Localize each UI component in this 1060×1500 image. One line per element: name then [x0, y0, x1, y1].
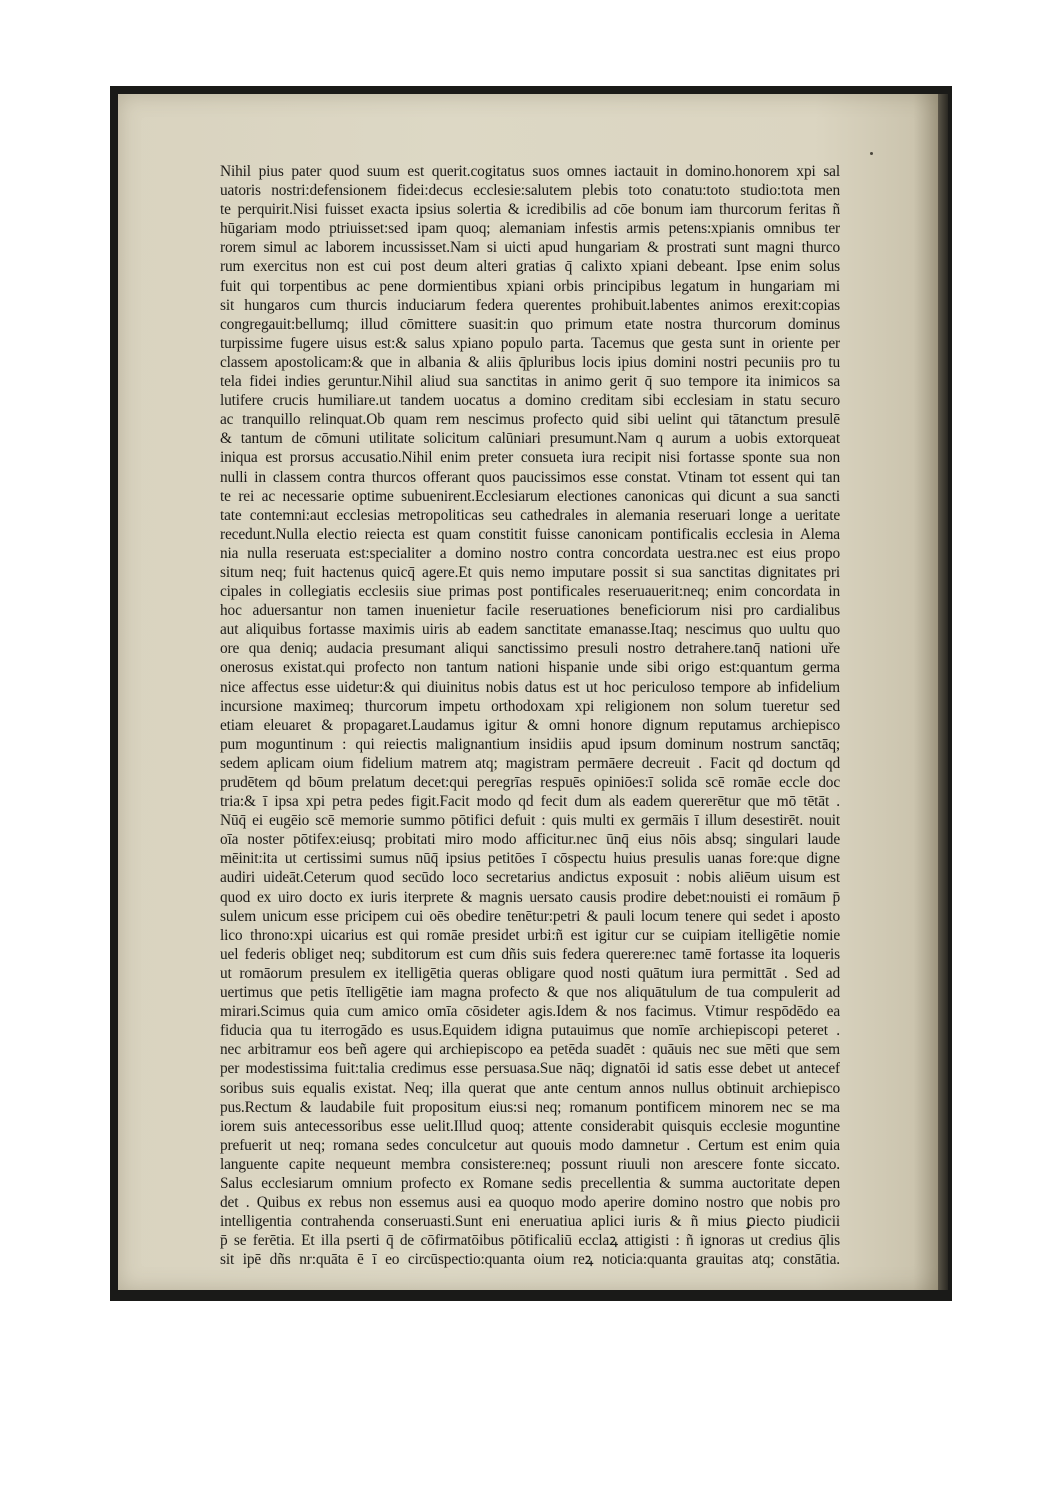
text-line: classem apostolicam:& que in albania & aliis q̄pluribus locis ipius domini nostri pecuniis pro tu [220, 353, 840, 371]
text-line: soribus suis equalis existat. Neq; illa querat que ante centum annos nullus obtinuit archiepisco [220, 1079, 840, 1097]
text-line: hūgariam modo ptriuisset:sed ipam quoq; alemaniam infestis armis petens:xpianis omnibus ter [220, 220, 840, 238]
text-line: rorem simul ac laborem incussisset.Nam si uicti apud hungariam & prostrati sunt magni thurco [220, 239, 840, 257]
text-line: nulli in classem contra thurcos offerant quos paucissimos esse constat. Vtinam tot essent qui tan [220, 468, 840, 486]
text-line: audiri uideāt.Ceterum quod secūdo loco secretarius andictus exposuit : nobis aliēum uisum est [220, 869, 840, 887]
text-line: prudētem qd bōum prelatum decet:qui peregrīas respuēs opiniōes:ī solida scē romāe eccle doc [220, 774, 840, 791]
text-line: uel federis obliget neq; subditorum est cum dñis suis federa querere:nec tamē fortasse ita loqueris [220, 945, 840, 963]
text-line: sit ipē dñs nr:quāta ē ī eo circūspectio:quanta oium reꝝ noticia:quanta grauitas atq; constātia. [220, 1251, 840, 1269]
text-line: nec arbitramur eos beñ agere qui archiepiscopo ea petēda suadēt : quāuis nec sue mēti que sem [220, 1041, 840, 1059]
text-line: oīa noster pōtifex:eiusq; probitati miro modo afficitur.nec ūnq̄ eius nōis absq; singulari laude [220, 831, 840, 849]
text-line: p̄ se ferētia. Et illa pserti q̄ de cōfirmatōibus pōtificaliū ecclaꝝ attigisti : ñ ignoras ut credius q̄lis [220, 1232, 840, 1250]
text-line: rum exercitus non est cui post deum alteri gratias q̄ calixto xpiani debeant. Ipse enim solus [220, 258, 840, 276]
text-line: lico throno:xpi uicarius est qui romāe presidet urbi:ñ est igitur cur se cuipiam itelligētie nomie [220, 926, 840, 944]
text-line: ac tranquillo relinquat.Ob quam rem nescimus profecto quid sibi uelint qui tātanctum presulē [220, 411, 840, 429]
book-page [118, 94, 938, 1290]
text-line: hoc aduersantur non tamen inuenietur facile reseruationes beneficiorum nisi pro cardialibus [220, 602, 840, 620]
text-line: Salus ecclesiarum omnium profecto ex Romane sedis precellentia & summa auctoritate depen [220, 1174, 840, 1192]
incunable-text-block [220, 162, 840, 1269]
text-line: quod ex uiro docto ex iuris iterprete & magnis uersato causis prodire debet:nouisti ei romāum p̄ [220, 888, 840, 906]
text-line: fuit qui torpentibus ac pene dormientibus xpiani orbis principibus legatum in hungariam mi [220, 277, 840, 295]
ink-dot [870, 152, 873, 155]
text-line: sit hungaros cum thurcis induciarum federa querentes prohibuit.labentes animos erexit:copias [220, 296, 840, 314]
scan-frame [110, 86, 952, 1301]
text-line: prefuerit ut neq; romana sedes conculcetur aut quouis modo damnetur . Certum est enim quia [220, 1136, 840, 1154]
text-line: languente capite nequeunt membra consistere:neq; possunt riuuli non arescere fonte siccato. [220, 1155, 840, 1173]
text-line: & tantum de cōmuni utilitate solicitum calūniari presumunt.Nam q aurum a uobis extorqueat [220, 430, 840, 448]
text-line: pum moguntinum : qui reiectis malignantium insidiis apud ipsum dominum nostrum sanctāq; [220, 735, 840, 753]
text-line: ut romāorum presulem ex itelligētia queras obligare quod nosti quātum iura permittāt . Sed ad [220, 964, 840, 982]
text-line: recedunt.Nulla electio reiecta est quam constitit fuisse canonicam pontificalis ecclesia in Alema [220, 525, 840, 543]
text-line: iniqua est prorsus accusatio.Nihil enim preter consueta iura recipit nisi fortasse sponte sua non [220, 449, 840, 467]
text-line: nia nulla reseruata est:specialiter a domino nostro contra concordata uestra.nec est eius propo [220, 544, 840, 562]
text-line: pus.Rectum & laudabile fuit propositum eius:si neq; romanum pontificem minorem nec se ma [220, 1098, 840, 1116]
text-line: nice affectus esse uidetur:& qui diuinitus nobis datus est ut hoc periculoso tempore ab infidelium [220, 678, 840, 696]
text-line: iorem suis antecessoribus esse uelit.Illud quoq; attente considerabit quisquis ecclesie moguntine [220, 1117, 840, 1135]
text-line: situm neq; fuit hactenus quicq̄ agere.Et quis nemo imputare possit si sua sanctitas dignitates pri [220, 563, 840, 581]
text-line: intelligentia contrahenda conseruasti.Sunt eni eneruatiua aplici iuris & ñ mius ꝑiecto piudicii [220, 1213, 840, 1231]
text-line: mirari.Scimus quia cum amico omīa cōsideter agis.Idem & nos facimus. Vtimur respōdēdo ea [220, 1003, 840, 1021]
text-line: cipales in collegiatis ecclesiis siue primas post pontificales reseruauerit:neq; enim concordata in [220, 583, 840, 601]
text-line: onerosus existat.qui profecto non tantum nationi hispanie unde sibi origo est:quantum germa [220, 659, 840, 677]
page-gutter-edge [938, 94, 948, 1290]
text-line: Nūq̄ ei eugēio scē memorie summo pōtifici defuit : quis multi ex germāis ī illum desestirēt. nouit [220, 812, 840, 830]
text-line: Nihil pius pater quod suum est querit.cogitatus suos omnes iactauit in domino.honorem xpi sal [220, 163, 840, 180]
text-line: aut aliquibus fortasse maximis uiris ab eadem sanctitate emanasse.Itaq; nescimus quo uultu quo [220, 621, 840, 639]
text-line: uertimus que petis ītelligētie iam magna profecto & que nos aliquātulum de tua compulerit ad [220, 984, 840, 1002]
text-line: lutifere crucis humiliare.ut tandem uocatus a domino creditam sibi ecclesiam in statu securo [220, 392, 840, 410]
text-line: uatoris nostri:defensionem fidei:decus ecclesie:salutem plebis toto conatu:toto studio:tota men [220, 182, 840, 200]
text-line: te perquirit.Nisi fuisset exacta ipsius solertia & icredibilis ad cōe bonum iam thurcorum feritas ñ [220, 201, 840, 219]
text-line: tria:& ī ipsa xpi petra pedes figit.Facit modo qd fecit dum als eadem quererētur que mō tētāt . [220, 793, 840, 811]
text-line: congregauit:bellumq; illud cōmittere suasit:in quo primum etate nostra thurcorum dominus [220, 315, 840, 333]
text-line: det . Quibus ex rebus non essemus ausi ea quoquo modo aperire domino nostro que nobis pro [220, 1194, 840, 1212]
text-line: fiducia qua tu iterrogādo es usus.Equidem idigna putauimus que nomīe archiepiscopi peteret . [220, 1022, 840, 1040]
text-line: per modestissima fuit:talia credimus esse persuasa.Sue nāq; dignatōi id satis esse debet ut antecef [220, 1060, 840, 1078]
text-line: sulem unicum esse pricipem cui oēs obedire tenētur:petri & pauli locum tenere qui sedet i aposto [220, 907, 840, 925]
text-line: etiam eleuaret & propagaret.Laudamus igitur & omni honore dignum reputamus archiepisco [220, 716, 840, 734]
text-line: turpissime fugere uisus est:& salus xpiano populo parta. Tacemus que gesta sunt in oriente per [220, 334, 840, 352]
text-line: sedem aplicam oium fidelium matrem atq; magistram permāere decreuit . Facit qd doctum qd [220, 754, 840, 772]
text-line: tate contemni:aut ecclesias metropoliticas seu cathedrales in alemania reseruari longe a ueritate [220, 506, 840, 524]
text-line: tela fidei indies geruntur.Nihil aliud sua sanctitas in animo gerit q̄ suo tempore ita inimicos sa [220, 373, 840, 391]
text-line: incursione maximeq; thurcorum impetu orthodoxam xpi religionem non solum tueretur sed [220, 697, 840, 715]
text-line: te rei ac necessarie optime subuenirent.Ecclesiarum electiones canonicas qui dicunt a sua sancti [220, 487, 840, 505]
text-line: ore qua deniq; audacia presumant aliqui sanctissimo presuli nostro detrahere.tanq̄ nationi uře [220, 640, 840, 658]
text-line: mēinit:ita ut certissimi sumus nūq̄ ipsius petitōes ī cōspectu huius presulis uanas fore:que digne [220, 850, 840, 868]
